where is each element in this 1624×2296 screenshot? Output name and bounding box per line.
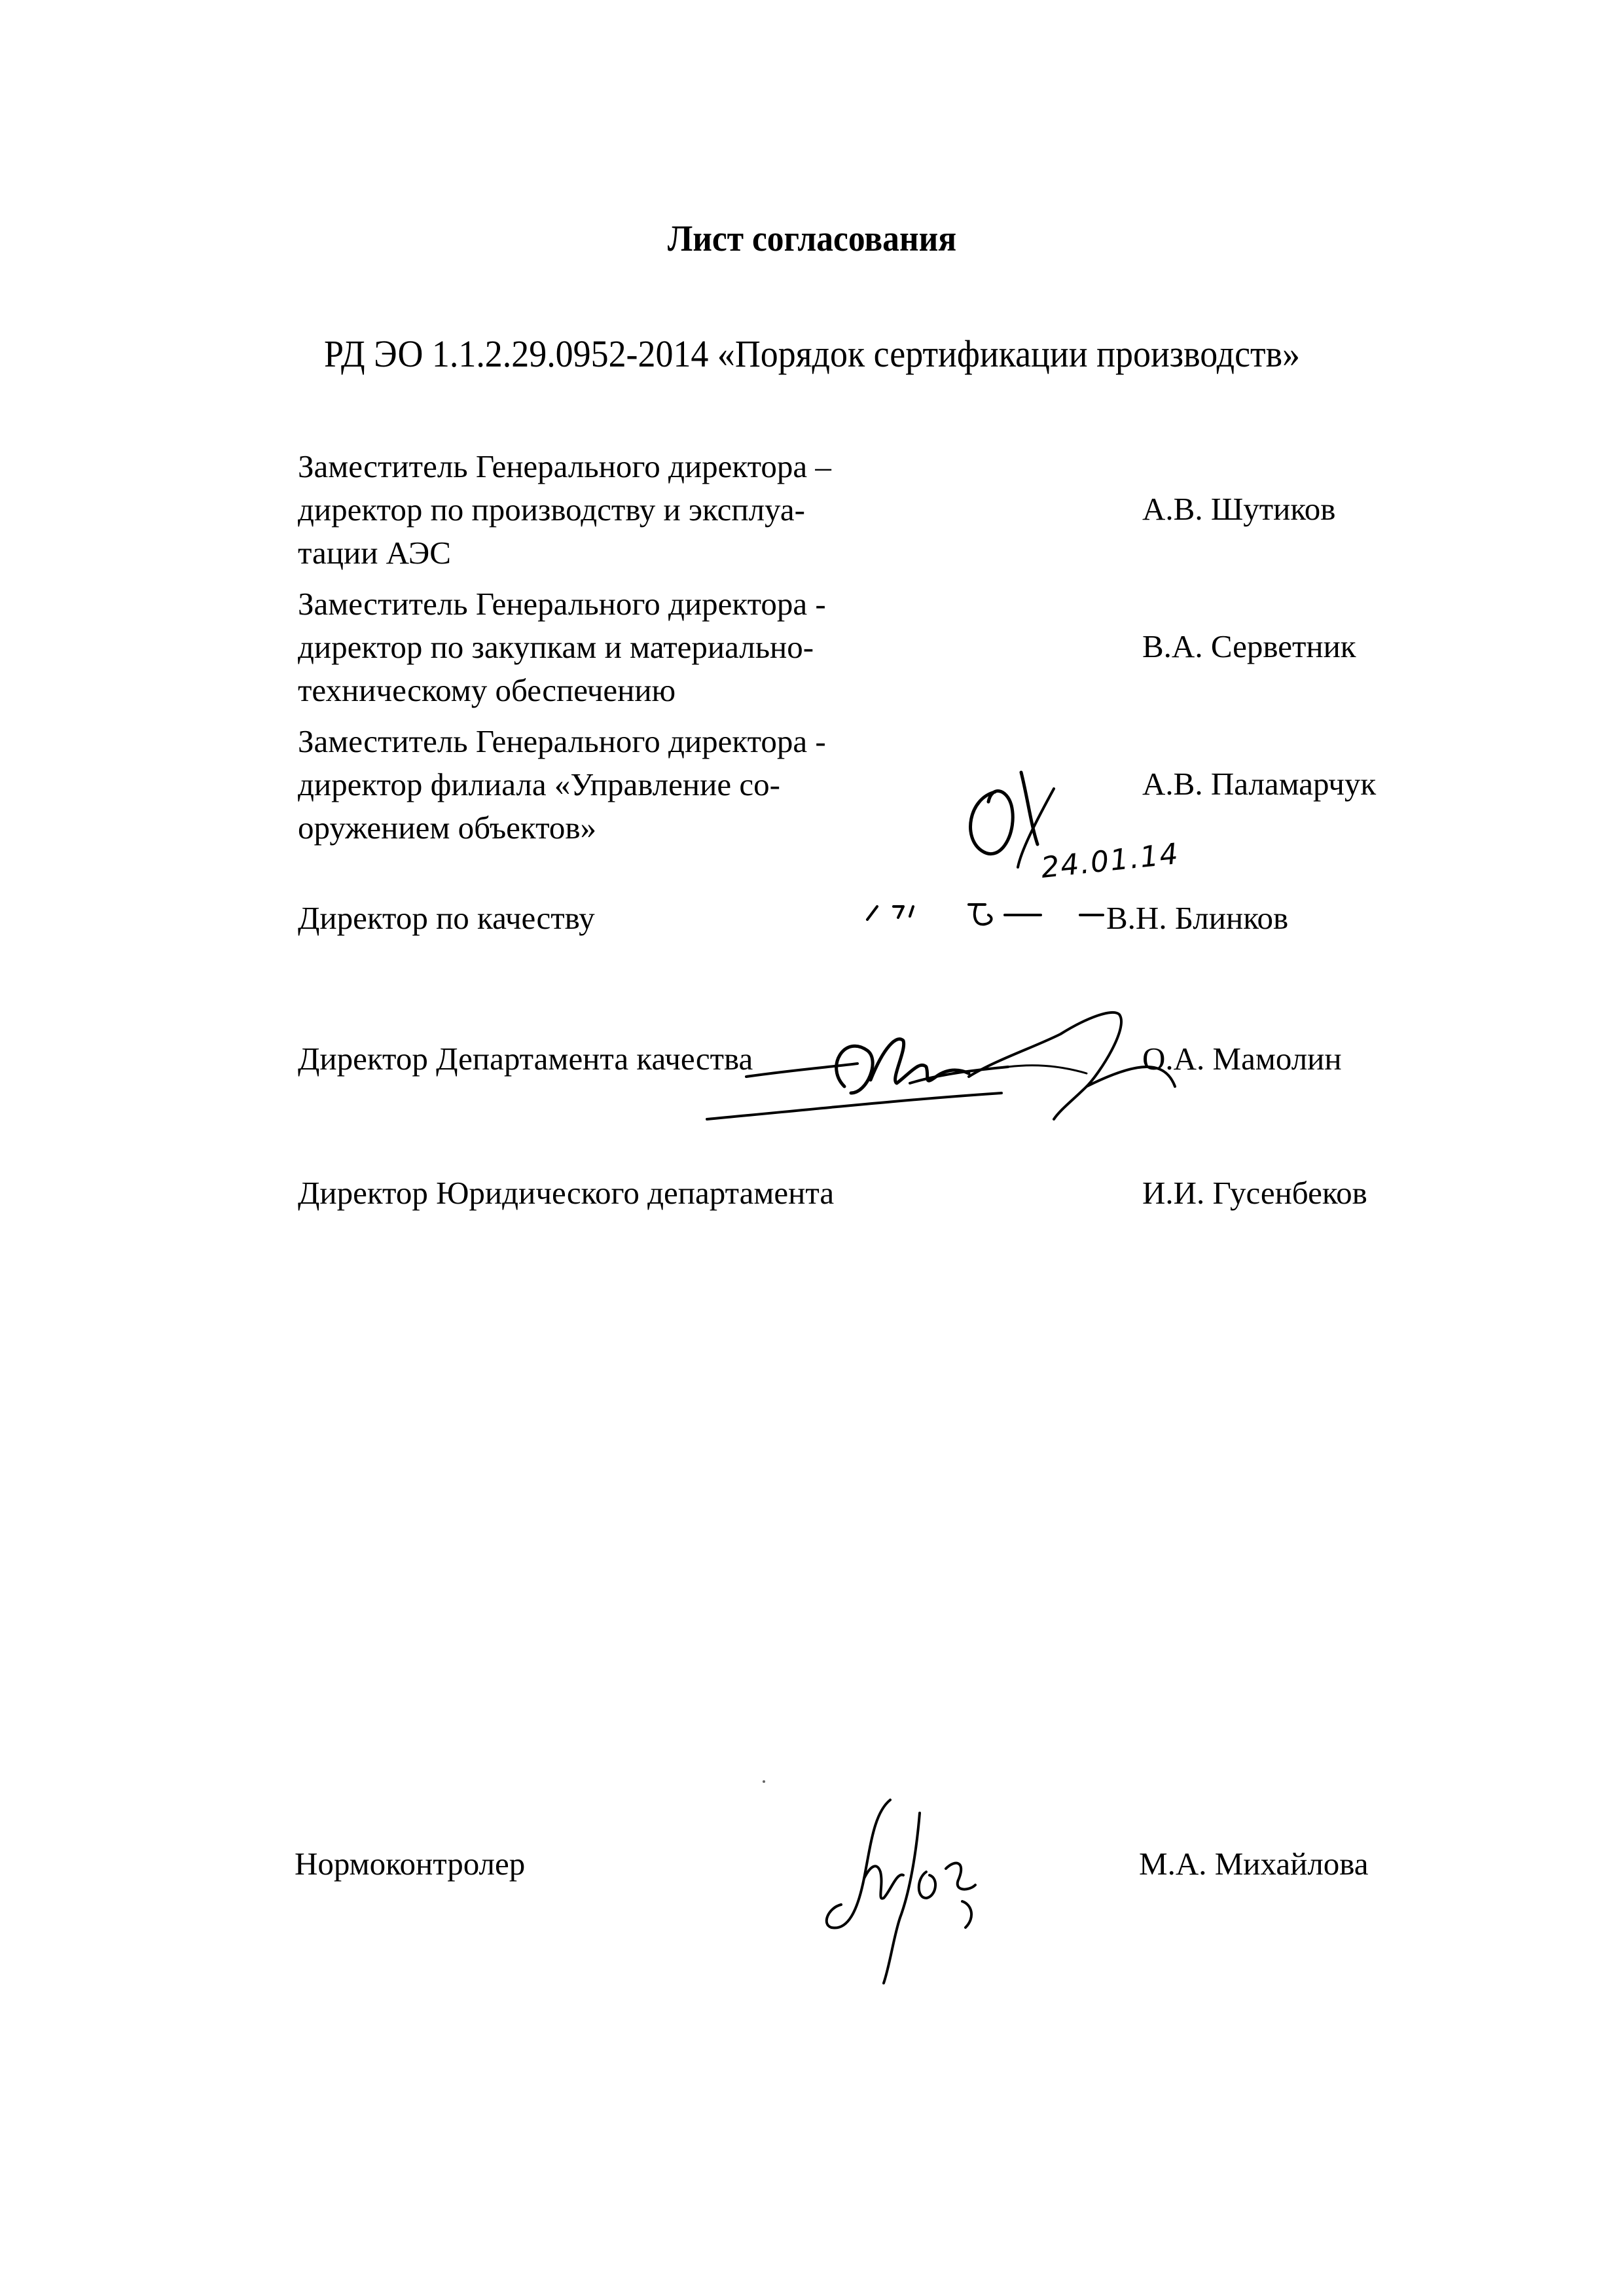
normcontrol-name: М.А. Михайлова — [1139, 1846, 1369, 1882]
signature-blinkov — [864, 897, 1113, 936]
approver-position-4: Директор по качеству — [298, 900, 595, 936]
approver-name-4: В.Н. Блинков — [1106, 900, 1289, 936]
signature-mikhailova — [818, 1787, 1015, 1996]
normcontrol-position: Нормоконтролер — [295, 1846, 526, 1882]
approver-name-2: В.А. Серветник — [1142, 628, 1356, 664]
speck — [763, 1780, 765, 1783]
approver-position-6: Директор Юридического департамента — [298, 1175, 835, 1211]
signature-mamolin — [694, 988, 1191, 1145]
approver-position-2: Заместитель Генерального директора - директор по закупкам и материально- техническому обеспечению — [298, 586, 826, 708]
approver-name-1: А.В. Шутиков — [1142, 491, 1336, 527]
approver-position-3: Заместитель Генерального директора - директор филиала «Управление со- оружением объектов» — [298, 723, 826, 846]
document-subtitle: РД ЭО 1.1.2.29.0952-2014 «Порядок сертификации производств» — [323, 332, 1301, 375]
document-title: Лист согласования — [667, 219, 957, 259]
approver-position-1: Заместитель Генерального директора – директор по производству и эксплуа- тации АЭС — [298, 448, 831, 571]
approver-name-6: И.И. Гусенбеков — [1142, 1175, 1367, 1211]
approver-name-3: А.В. Паламарчук — [1142, 766, 1377, 802]
approver-position-5: Директор Департамента качества — [298, 1041, 753, 1077]
signature-date: 24.01.14 — [1039, 837, 1182, 885]
approver-name-5: О.А. Мамолин — [1142, 1041, 1342, 1077]
